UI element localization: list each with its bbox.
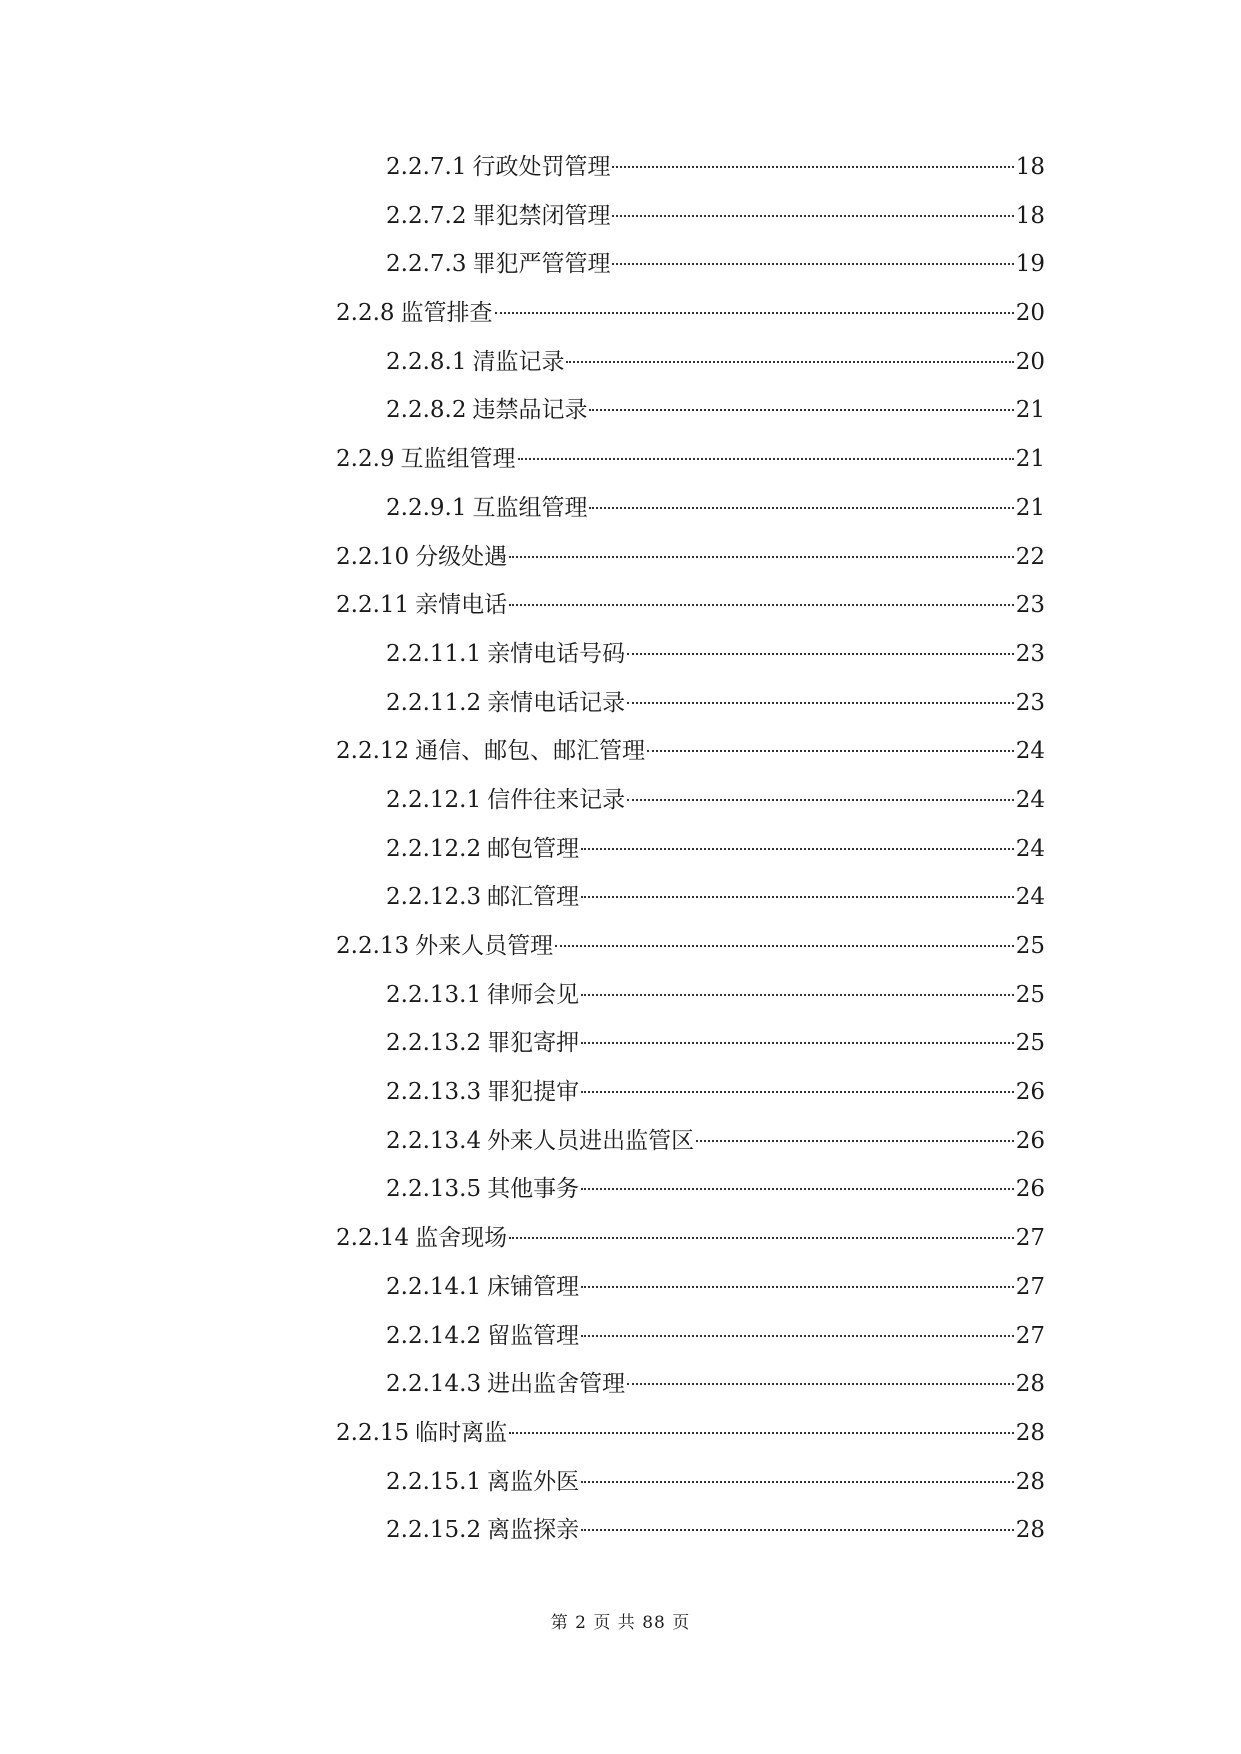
toc-entry[interactable] bbox=[0, 1320, 1241, 1369]
page-number-label: 第 2 页 共 88 页 bbox=[550, 1613, 691, 1633]
toc-entry-page-number: 18 bbox=[1015, 202, 1045, 229]
toc-entry-page-number: 19 bbox=[1015, 251, 1045, 278]
toc-entry-title: 亲情电话 bbox=[415, 592, 508, 619]
toc-entry-line bbox=[386, 1320, 1045, 1352]
toc-dot-leader bbox=[509, 556, 1014, 558]
toc-entry-line bbox=[336, 541, 1045, 573]
toc-entry-number: 2.2.13.2 bbox=[386, 1030, 482, 1057]
toc-entry-line bbox=[386, 346, 1045, 378]
toc-entry[interactable] bbox=[0, 930, 1241, 979]
toc-entry[interactable] bbox=[0, 394, 1241, 443]
toc-entry[interactable] bbox=[0, 297, 1241, 346]
toc-dot-leader bbox=[627, 799, 1014, 801]
toc-entry[interactable] bbox=[0, 541, 1241, 590]
toc-entry-page-number: 23 bbox=[1015, 640, 1045, 667]
toc-entry-number: 2.2.13.3 bbox=[386, 1079, 482, 1106]
toc-entry-page-number: 28 bbox=[1015, 1517, 1045, 1544]
toc-entry-line bbox=[386, 833, 1045, 865]
toc-entry-title: 行政处罚管理 bbox=[472, 154, 611, 180]
toc-entry-page-number: 23 bbox=[1015, 689, 1045, 716]
toc-entry-title: 亲情电话记录 bbox=[487, 689, 626, 716]
toc-dot-leader bbox=[581, 1335, 1014, 1337]
toc-entry-number: 2.2.12.1 bbox=[386, 786, 482, 813]
toc-entry-line bbox=[386, 979, 1045, 1011]
toc-entry[interactable] bbox=[0, 784, 1241, 833]
toc-entry[interactable] bbox=[0, 1271, 1241, 1320]
toc-entry-line bbox=[386, 1271, 1045, 1303]
toc-entry-number: 2.2.13.5 bbox=[386, 1176, 482, 1203]
toc-entry-line bbox=[386, 881, 1045, 913]
toc-entry-title: 其他事务 bbox=[487, 1176, 580, 1203]
toc-entry-line bbox=[386, 151, 1045, 183]
toc-dot-leader bbox=[612, 215, 1013, 217]
toc-entry-line bbox=[386, 1514, 1045, 1546]
toc-entry[interactable] bbox=[0, 1027, 1241, 1076]
toc-entry[interactable] bbox=[0, 979, 1241, 1028]
toc-dot-leader bbox=[696, 1140, 1014, 1142]
toc-entry-number: 2.2.8.2 bbox=[386, 397, 467, 424]
toc-entry-title: 外来人员进出监管区 bbox=[487, 1127, 695, 1154]
toc-entry-line bbox=[386, 1027, 1045, 1059]
toc-entry-page-number: 20 bbox=[1015, 300, 1045, 327]
toc-dot-leader bbox=[581, 896, 1014, 898]
toc-entry-title: 亲情电话号码 bbox=[487, 640, 626, 667]
toc-entry[interactable] bbox=[0, 151, 1241, 200]
toc-entry-line bbox=[386, 492, 1045, 524]
toc-entry-number: 2.2.12.3 bbox=[386, 884, 482, 911]
toc-entry-title: 分级处遇 bbox=[415, 543, 508, 570]
toc-dot-leader bbox=[627, 702, 1014, 704]
toc-entry-title: 信件往来记录 bbox=[487, 786, 626, 813]
toc-entry[interactable] bbox=[0, 1222, 1241, 1271]
toc-entry-line bbox=[336, 297, 1045, 329]
toc-entry[interactable] bbox=[0, 346, 1241, 395]
toc-entry-title: 互监组管理 bbox=[472, 494, 588, 521]
toc-entry-number: 2.2.13.1 bbox=[386, 981, 482, 1008]
toc-entry-page-number: 22 bbox=[1015, 543, 1045, 570]
toc-dot-leader bbox=[566, 361, 1013, 363]
toc-entry-page-number: 24 bbox=[1015, 835, 1045, 862]
toc-entry-title: 邮包管理 bbox=[487, 835, 580, 862]
toc-entry-title: 违禁品记录 bbox=[472, 397, 588, 424]
toc-entry-line bbox=[336, 735, 1045, 767]
toc-dot-leader bbox=[612, 166, 1013, 168]
toc-entry[interactable] bbox=[0, 1368, 1241, 1417]
toc-entry-page-number: 24 bbox=[1015, 884, 1045, 911]
toc-dot-leader bbox=[612, 263, 1013, 265]
toc-dot-leader bbox=[518, 458, 1014, 460]
toc-entry-number: 2.2.12.2 bbox=[386, 835, 482, 862]
toc-entry-number: 2.2.7.2 bbox=[386, 202, 467, 229]
toc-entry-line bbox=[386, 1466, 1045, 1498]
toc-entry-page-number: 18 bbox=[1015, 154, 1045, 180]
toc-entry-line bbox=[336, 1417, 1045, 1449]
toc-entry-page-number: 26 bbox=[1015, 1176, 1045, 1203]
toc-entry-title: 监管排查 bbox=[400, 300, 493, 327]
toc-dot-leader bbox=[581, 1481, 1014, 1483]
toc-entry[interactable] bbox=[0, 443, 1241, 492]
toc-dot-leader bbox=[627, 1383, 1014, 1385]
toc-entry-page-number: 28 bbox=[1015, 1371, 1045, 1398]
toc-entry[interactable] bbox=[0, 1514, 1241, 1563]
toc-dot-leader bbox=[581, 1286, 1014, 1288]
toc-entry-number: 2.2.15.1 bbox=[386, 1468, 482, 1495]
toc-entry-title: 留监管理 bbox=[487, 1322, 580, 1349]
toc-entry-number: 2.2.7.3 bbox=[386, 251, 467, 278]
toc-dot-leader bbox=[555, 945, 1014, 947]
toc-entry-title: 进出监舍管理 bbox=[487, 1371, 626, 1398]
toc-entry-page-number: 26 bbox=[1015, 1079, 1045, 1106]
toc-entry-page-number: 21 bbox=[1015, 397, 1045, 424]
toc-entry-line bbox=[386, 394, 1045, 426]
toc-entry[interactable] bbox=[0, 687, 1241, 736]
toc-entry-number: 2.2.8.1 bbox=[386, 348, 467, 375]
toc-entry-line bbox=[386, 638, 1045, 670]
toc-dot-leader bbox=[647, 750, 1014, 752]
toc-entry-title: 离监外医 bbox=[487, 1468, 580, 1495]
toc-entry-line bbox=[336, 1222, 1045, 1254]
toc-entry-number: 2.2.9 bbox=[336, 446, 395, 473]
toc-entry[interactable] bbox=[0, 589, 1241, 638]
toc-entry-line bbox=[386, 200, 1045, 232]
table-of-contents bbox=[0, 151, 1241, 1563]
toc-entry-page-number: 28 bbox=[1015, 1468, 1045, 1495]
toc-dot-leader bbox=[581, 1091, 1014, 1093]
toc-entry-number: 2.2.10 bbox=[336, 543, 410, 570]
page-footer bbox=[0, 1608, 1241, 1633]
toc-entry-page-number: 24 bbox=[1015, 786, 1045, 813]
toc-entry-title: 离监探亲 bbox=[487, 1517, 580, 1544]
toc-entry[interactable] bbox=[0, 1076, 1241, 1125]
toc-entry-number: 2.2.14.2 bbox=[386, 1322, 482, 1349]
toc-entry-number: 2.2.7.1 bbox=[386, 154, 467, 180]
toc-entry-number: 2.2.12 bbox=[336, 738, 410, 765]
toc-entry-line bbox=[386, 248, 1045, 280]
toc-entry-line bbox=[386, 784, 1045, 816]
toc-entry-page-number: 24 bbox=[1015, 738, 1045, 765]
toc-entry-line bbox=[386, 687, 1045, 719]
toc-dot-leader bbox=[589, 409, 1013, 411]
toc-entry-line bbox=[386, 1173, 1045, 1205]
toc-entry-page-number: 27 bbox=[1015, 1322, 1045, 1349]
toc-entry-number: 2.2.13.4 bbox=[386, 1127, 482, 1154]
toc-entry-line bbox=[336, 589, 1045, 621]
toc-dot-leader bbox=[581, 1188, 1014, 1190]
toc-entry-page-number: 26 bbox=[1015, 1127, 1045, 1154]
toc-entry-title: 罪犯严管管理 bbox=[472, 251, 611, 278]
toc-entry-page-number: 25 bbox=[1015, 981, 1045, 1008]
toc-entry-number: 2.2.14.1 bbox=[386, 1273, 482, 1300]
toc-dot-leader bbox=[627, 653, 1014, 655]
toc-entry-title: 通信、邮包、邮汇管理 bbox=[415, 738, 646, 765]
toc-entry-number: 2.2.13 bbox=[336, 933, 410, 959]
toc-dot-leader bbox=[581, 1042, 1014, 1044]
toc-entry[interactable] bbox=[0, 1417, 1241, 1466]
toc-entry[interactable] bbox=[0, 1125, 1241, 1174]
toc-entry[interactable] bbox=[0, 1173, 1241, 1222]
toc-entry-line bbox=[336, 930, 1045, 962]
toc-entry-title: 邮汇管理 bbox=[487, 884, 580, 911]
toc-entry-title: 罪犯寄押 bbox=[487, 1030, 580, 1057]
toc-entry-page-number: 20 bbox=[1015, 348, 1045, 375]
toc-entry[interactable] bbox=[0, 492, 1241, 541]
toc-dot-leader bbox=[581, 994, 1014, 996]
toc-entry-line bbox=[386, 1076, 1045, 1108]
toc-entry-number: 2.2.14 bbox=[336, 1225, 410, 1252]
toc-entry[interactable] bbox=[0, 881, 1241, 930]
toc-entry-title: 床铺管理 bbox=[487, 1273, 580, 1300]
toc-entry-title: 外来人员管理 bbox=[415, 933, 554, 959]
toc-entry-page-number: 25 bbox=[1015, 1030, 1045, 1057]
toc-dot-leader bbox=[509, 604, 1014, 606]
toc-entry[interactable] bbox=[0, 833, 1241, 882]
toc-entry-page-number: 23 bbox=[1015, 592, 1045, 619]
toc-dot-leader bbox=[581, 848, 1014, 850]
toc-entry[interactable] bbox=[0, 248, 1241, 297]
toc-entry-page-number: 21 bbox=[1015, 494, 1045, 521]
toc-dot-leader bbox=[581, 1529, 1014, 1531]
toc-entry-title: 律师会见 bbox=[487, 981, 580, 1008]
toc-entry-line bbox=[386, 1368, 1045, 1400]
toc-entry-number: 2.2.8 bbox=[336, 300, 395, 327]
toc-entry-line bbox=[386, 1125, 1045, 1157]
toc-dot-leader bbox=[495, 312, 1014, 314]
toc-entry-number: 2.2.9.1 bbox=[386, 494, 467, 521]
toc-entry-number: 2.2.11 bbox=[336, 592, 410, 619]
toc-entry-page-number: 21 bbox=[1015, 446, 1045, 473]
toc-entry-number: 2.2.14.3 bbox=[386, 1371, 482, 1398]
toc-entry-number: 2.2.11.2 bbox=[386, 689, 482, 716]
toc-entry[interactable] bbox=[0, 638, 1241, 687]
toc-entry-page-number: 25 bbox=[1015, 933, 1045, 959]
toc-entry-number: 2.2.11.1 bbox=[386, 640, 482, 667]
toc-entry-title: 清监记录 bbox=[472, 348, 565, 375]
toc-entry-page-number: 27 bbox=[1015, 1225, 1045, 1252]
toc-entry-line bbox=[336, 443, 1045, 475]
toc-entry[interactable] bbox=[0, 735, 1241, 784]
toc-entry-number: 2.2.15 bbox=[336, 1419, 410, 1446]
toc-entry-title: 临时离监 bbox=[415, 1419, 508, 1446]
toc-entry-page-number: 27 bbox=[1015, 1273, 1045, 1300]
toc-entry-title: 监舍现场 bbox=[415, 1225, 508, 1252]
toc-entry[interactable] bbox=[0, 200, 1241, 249]
toc-entry-title: 罪犯禁闭管理 bbox=[472, 202, 611, 229]
toc-entry[interactable] bbox=[0, 1466, 1241, 1515]
toc-entry-number: 2.2.15.2 bbox=[386, 1517, 482, 1544]
toc-entry-title: 罪犯提审 bbox=[487, 1079, 580, 1106]
toc-dot-leader bbox=[509, 1432, 1014, 1434]
toc-entry-title: 互监组管理 bbox=[400, 446, 516, 473]
toc-dot-leader bbox=[509, 1237, 1014, 1239]
toc-entry-page-number: 28 bbox=[1015, 1419, 1045, 1446]
toc-dot-leader bbox=[589, 507, 1013, 509]
